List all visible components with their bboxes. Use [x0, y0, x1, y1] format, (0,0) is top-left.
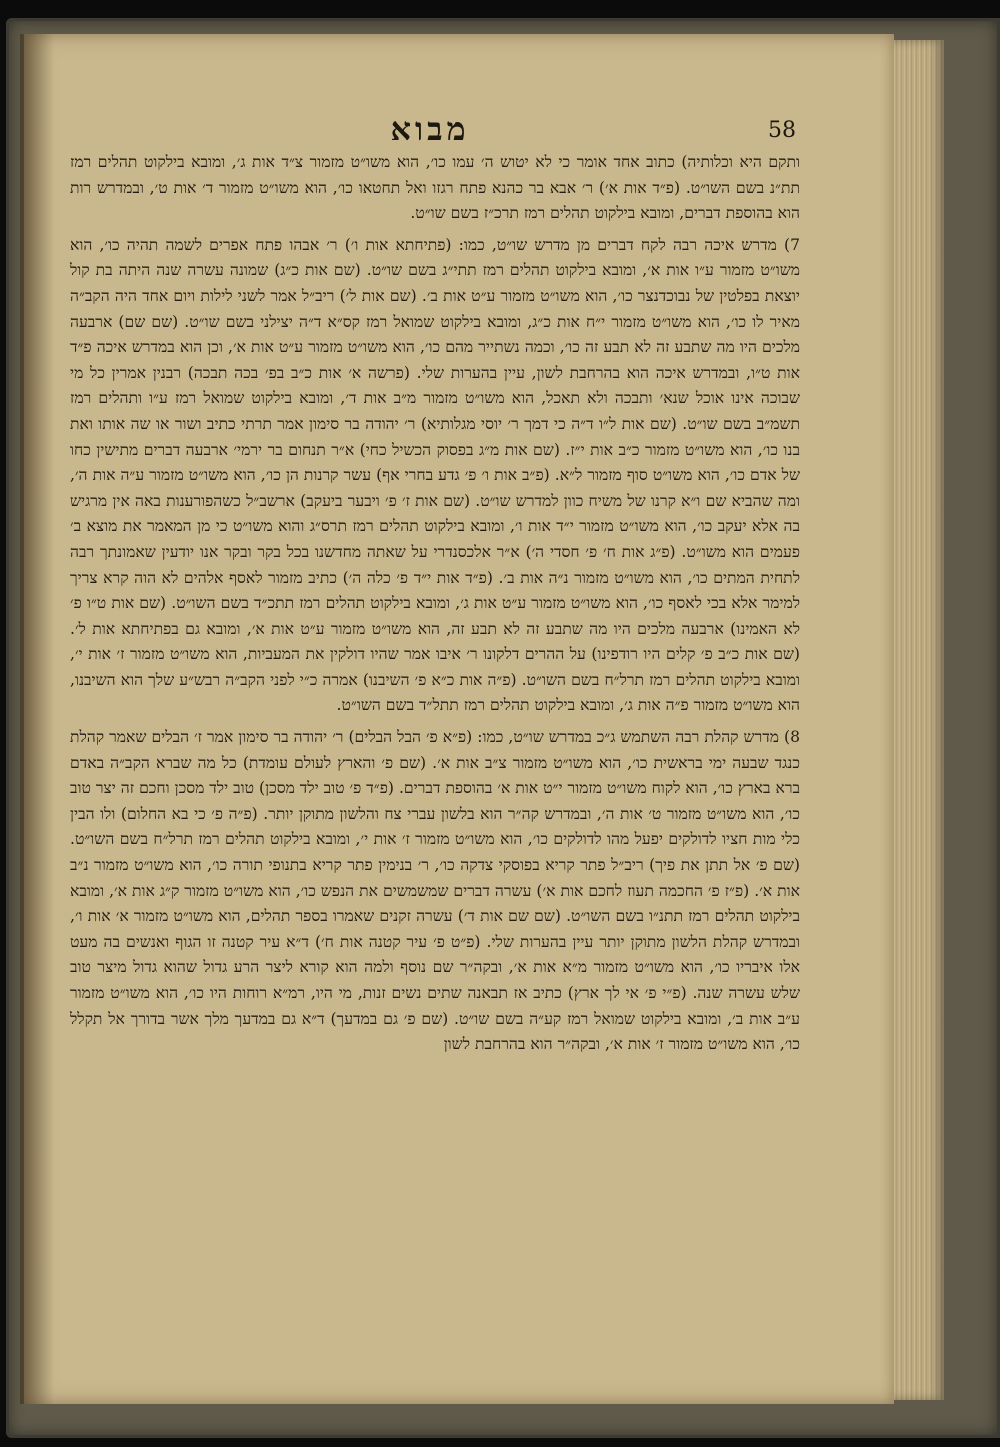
page-title: מבוא [390, 110, 470, 148]
spine-shadow [20, 34, 54, 1404]
page-header [70, 110, 796, 150]
paragraph-section-7-eikha-rabba: 7) מדרש איכה רבה לקח דברים מן מדרש שו״ט, כמו: (פתיחתא אות ו׳) ר׳ אבהו פתח אפרים לשמה תהיה כו׳, הוא משו״ט מזמור ע״ו אות א׳, ומובא בילקוט תהלים רמז תתי״ג בשם שו״ט. (שם אות כ״ג) שמונה עשרה שנה היתה בת קול יוצאת בפלטין של נבוכדנצר כו׳, הוא משו״ט מזמור ע״ט אות ב׳. (שם אות ל׳) ריב״ל אמר לשני לילות ויום אחד היה הקב״ה מאיר לו כו׳, הוא משו״ט מזמור י״ח אות כ״ג, ומובא בילקוט שמואל רמז קס״א ד״ה יצילני בשם שו״ט. (שם שם) ארבעה מלכים היו מה שתבע זה לא תבע זה כו׳, וכמה נשתייר מהם כו׳, הוא משו״ט מזמור ע״ט אות א׳, וכן הוא במדרש איכה פ״ד אות ט״ו, ובמדרש איכה הוא בהרחבת לשון, עיין בהערות שלי. (פרשה א׳ אות כ״ב בפ׳ בכה תבכה) רבנין אמרין כל מי שבוכה אינו אוכל שנא׳ ותבכה ולא תאכל, הוא משו״ט מזמור מ״ב אות ד׳, ומובא בילקוט שמואל רמז ע״ו ותהלים רמז תשמ״ב בשם שו״ט. (שם אות ל״ו ד״ה כי דמך ר׳ יוסי מגלותיא) ר׳ יהודה בר סימון אמר תרתי כתיב ושור או שה אותו ואת בנו כו׳, הוא משו״ט מזמור כ״ב אות י״ז. (שם אות מ״ג בפסוק הכשיל כחי) א״ר תנחום בר ירמי׳ ארבעה דברים מתישין כחו של אדם כו׳, הוא משו״ט סוף מזמור ל״א. (פ״ב אות ו׳ פ׳ גדע בחרי אף) עשר קרנות הן כו׳, הוא משו״ט מזמור ע״ה אות ה׳, ומה שהביא שם ו״א קרנו של משיח כוון למדרש שו״ט. (שם אות ז׳ פ׳ ויבער ביעקב) ארשב״ל כשהפורענות באה אין מרגיש בה אלא יעקב כו׳, הוא משו״ט מזמור י״ד אות ו׳, ומובא בילקוט תהלים רמז תרס״ג והוא משו״ט כי מן המאמר את מוצא ב׳ פעמים הוא משו״ט. (פ״ג אות ח׳ פ׳ חסדי ה׳) א״ר אלכסנדרי על שאתה מחדשנו בכל בקר ובקר אנו יודעין שאמונתך רבה לתחית המתים כו׳, הוא משו״ט מזמור נ״ה אות ב׳. (פ״ד אות י״ד פ׳ כלה ה׳) כתיב מזמור לאסף אלהים לא הוה קרא צריך למימר אלא בכי לאסף כו׳, הוא משו״ט מזמור ע״ט אות ג׳, ומובא בילקוט תהלים רמז תתכ״ד בשם השו״ט. (שם אות ט״ו פ׳ לא האמינו) ארבעה מלכים היו מה שתבע זה לא תבע זה, הוא משו״ט מזמור ע״ט אות א׳, ומובא גם בפתיחתא אות ל׳. (שם אות כ״ב פ׳ קלים היו רודפינו) על ההרים דלקונו ר׳ איבו אמר שהיו דולקין את המעביות, הוא משו״ט מזמור ז׳ אות י׳, ומובא בילקוט תהלים רמז תרל״ח בשם השו״ט. (פ״ה אות כ״א פ׳ השיבנו) אמרה כ״י לפני הקב״ה רבש״ע שלך הוא השיבנו, הוא משו״ט מזמור פ״ה אות ג׳, ומובא בילקוט תהלים רמז תתל״ד בשם השו״ט. [70, 235, 800, 715]
page-number: 58 [768, 118, 796, 143]
paragraph-section-8-kohelet-rabba: 8) מדרש קהלת רבה השתמש ג״כ במדרש שו״ט, כמו: (פ״א פ׳ הבל הבלים) ר׳ יהודה בר סימון אמר ז׳ הבלים שאמר קהלת כנגד שבעה ימי בראשית כו׳, הוא משו״ט מזמור צ״ב אות א׳. (שם פ׳ והארץ לעולם עומדת) כל מה שברא הקב״ה באדם ברא בארץ כו׳, הוא לקוח משו״ט מזמור י״ט אות א׳ בהוספת דברים. (פ״ד פ׳ טוב ילד מסכן) טוב ילד מסכן וחכם זה יצר טוב כו׳, הוא משו״ט מזמור ט׳ אות ה׳, ובמדרש קה״ר הוא בלשון עברי צח והלשון מתוקן יותר. (פ״ה פ׳ כי בא החלום) ולו הבין כלי מות חציו לדולקים יפעל מהו לדולקים כו׳, הוא משו״ט מזמור ז׳ אות י׳, ומובא בילקוט תהלים רמז תרל״ח בשם השו״ט. (שם פ׳ אל תתן את פיך) ריב״ל פתר קריא בפוסקי צדקה כו׳, ר׳ בנימין פתר קריא בתנופי תורה כו׳, הוא משו״ט מזמור נ״ב אות א׳. (פ״ז פ׳ החכמה תעוז לחכם אות א׳) עשרה דברים שמשמשים את הנפש כו׳, הוא משו״ט מזמור ק״ג אות א׳, ומובא בילקוט תהלים רמז תתנ״ו בשם השו״ט. (שם שם אות ד׳) עשרה זקנים שאמרו בספר תהלים, הוא משו״ט מזמור א׳ אות ו׳, ובמדרש קהלת הלשון מתוקן יותר עיין בהערות שלי. (פ״ט פ׳ עיר קטנה אות ח׳) ד״א עיר קטנה זו הגוף ואנשים בה מעט אלו איבריו כו׳, הוא משו״ט מזמור מ״א אות א׳, ובקה״ר שם נוסף ולמה הוא קורא ליצר הרע גדול שהוא גדול מיצר טוב שלש עשרה שנה. (פ״י פ׳ אי לך ארץ) כתיב אז תבאנה שתים נשים זנות, מי היו, רמ״א רוחות היו כו׳, הוא משו״ט מזמור ע״ב אות ב׳, ומובא בילקוט שמואל רמז קע״ה בשם שו״ט. (שם פ׳ גם במדעך) ד״א גם במדעך מלך אשר בדורך אל תקלל כו׳, הוא משו״ט מזמור ז׳ אות א׳, ובקה״ר הוא בהרחבת לשון [70, 728, 800, 1054]
paragraph-intro-continuation: ותקם היא וכלותיה) כתוב אחד אומר כי לא יטוש ה׳ עמו כו׳, הוא משו״ט מזמור צ״ד אות ג׳, ומובא בילקוט תהלים רמז תת״נ בשם השו״ט. (פ״ד אות א׳) ר׳ אבא בר כהנא פתח רגזו ואל תחטאו כו׳, הוא משו״ט מזמור ד׳ אות ט׳, ובמדרש רות הוא בהוספת דברים, ומובא בילקוט תהלים רמז תרכ״ז בשם שו״ט. [70, 153, 800, 223]
page-body [70, 150, 800, 1058]
